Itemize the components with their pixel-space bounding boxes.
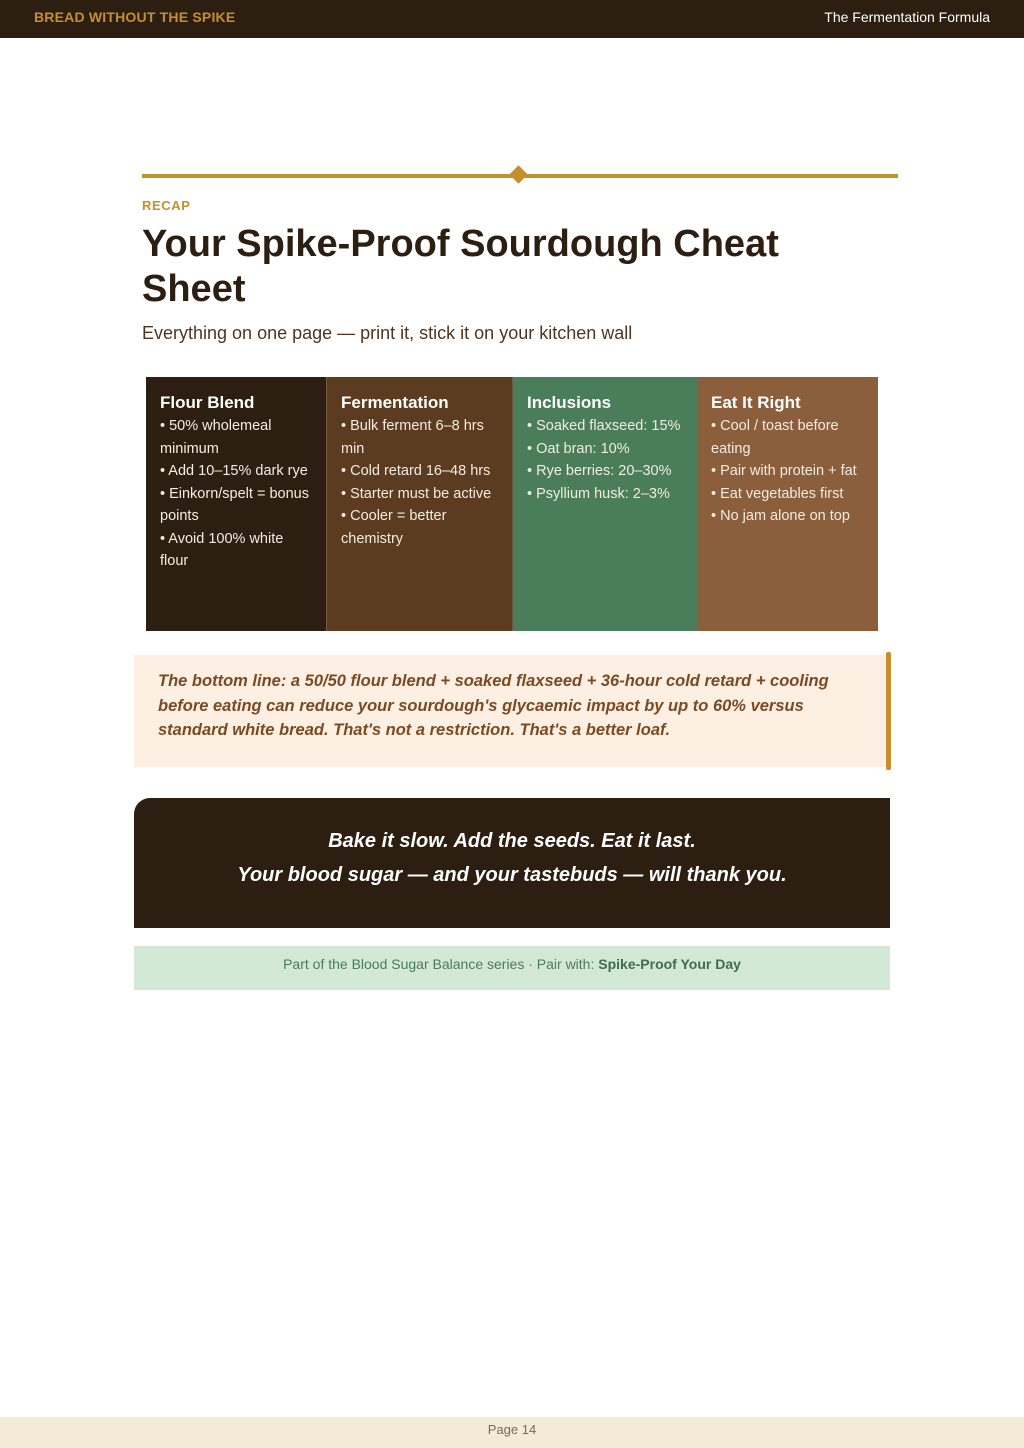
list-item: • Cool / toast before eating — [711, 418, 839, 457]
list-item: • 50% wholemeal minimum — [160, 418, 272, 457]
column-heading: Inclusions — [527, 393, 612, 412]
banner-line-1: Bake it slow. Add the seeds. Eat it last. — [328, 830, 696, 852]
column-heading: Eat It Right — [711, 393, 801, 412]
closing-banner — [134, 798, 890, 928]
section-kicker: RECAP — [142, 198, 191, 213]
page-number: Page 14 — [487, 1422, 537, 1437]
list-item: • Einkorn/spelt = bonus points — [160, 485, 309, 524]
series-note — [134, 946, 890, 990]
page-title: Your Spike-Proof Sourdough Cheat Sheet — [142, 223, 779, 310]
list-item: • Bulk ferment 6–8 hrs min — [341, 418, 484, 457]
column-inclusions — [512, 377, 697, 631]
page-subtitle: Everything on one page — print it, stick it on your kitchen wall — [142, 323, 633, 343]
column-eat-it-right — [697, 377, 878, 631]
list-item: • Psyllium husk: 2–3% — [527, 485, 670, 502]
list-item: • Soaked flaxseed: 15% — [527, 418, 681, 434]
bottom-line-callout — [134, 655, 886, 767]
cheat-sheet-grid — [146, 377, 878, 631]
column-flour-blend — [146, 377, 326, 631]
column-heading: Flour Blend — [160, 393, 255, 412]
page-footer — [0, 1417, 1024, 1448]
banner-line-2: Your blood sugar — and your tastebuds — will thank you. — [237, 864, 787, 886]
series-prefix: Part of the Blood Sugar Balance series · Pair with: — [283, 956, 599, 972]
book-title: BREAD WITHOUT THE SPIKE — [34, 9, 236, 25]
list-item: • Pair with protein + fat — [711, 463, 857, 479]
list-item: • Starter must be active — [341, 485, 492, 502]
list-item: • Cold retard 16–48 hrs — [341, 463, 491, 479]
column-fermentation — [326, 377, 512, 631]
list-item: • Eat vegetables first — [711, 485, 844, 502]
list-item: • Avoid 100% white flour — [160, 530, 284, 569]
callout-accent-bar — [886, 652, 891, 770]
list-item: • Rye berries: 20–30% — [527, 463, 672, 479]
series-link[interactable]: Spike-Proof Your Day — [598, 956, 741, 972]
callout-text: The bottom line: a 50/50 flour blend + soaked flaxseed + 36-hour cold retard + cooling before eating can reduce your sourdough's glycaemic impact by up to 60% versus standard white bread. That's not a restriction. That's a better loaf. — [158, 672, 829, 739]
column-heading: Fermentation — [341, 393, 449, 412]
chapter-title: The Fermentation Formula — [824, 9, 990, 25]
list-item: • Add 10–15% dark rye — [160, 463, 308, 479]
list-item: • No jam alone on top — [711, 508, 850, 524]
top-header-bar — [0, 0, 1024, 38]
divider-diamond-icon — [509, 165, 527, 183]
list-item: • Cooler = better chemistry — [341, 508, 447, 547]
list-item: • Oat bran: 10% — [527, 440, 630, 457]
